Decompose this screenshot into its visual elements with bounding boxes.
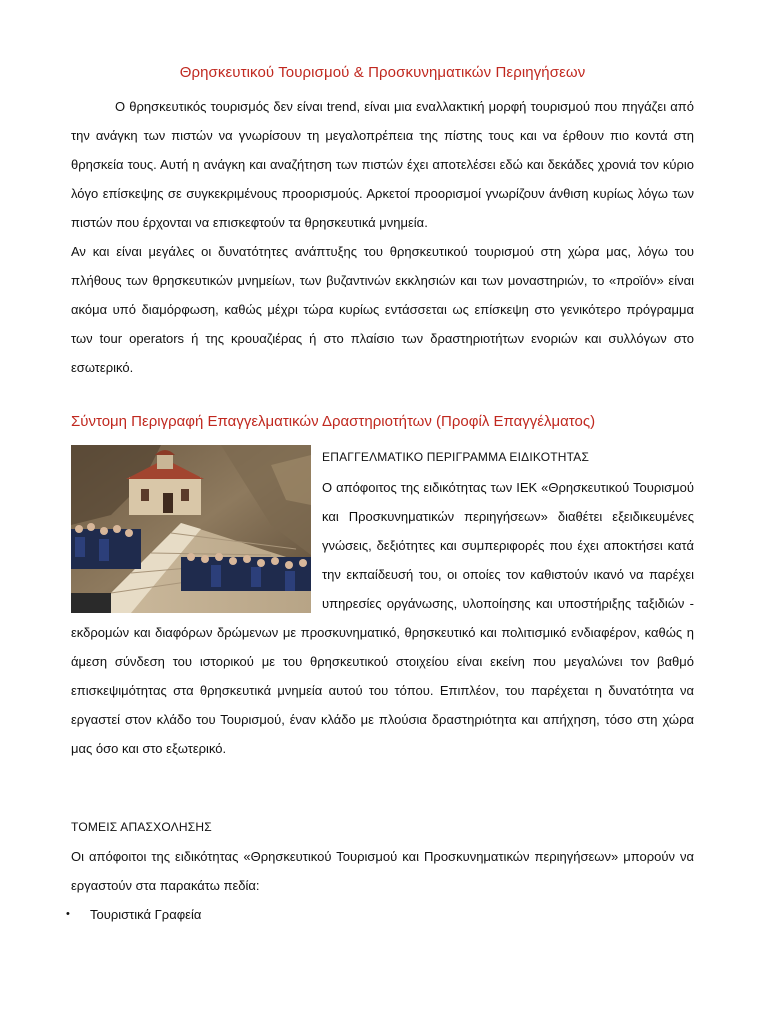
list-item	[66, 900, 201, 929]
list-item-label: Τουριστικά Γραφεία	[90, 907, 202, 922]
intro-paragraph-2: Αν και είναι μεγάλες οι δυνατότητες ανάπτυξης του θρησκευτικού τουρισμού στη χώρα μας, λόγω του πλήθους των θρησκευτικών μνημείων, των βυζαντινών εκκλησιών και των μοναστηριών, το «προϊόν» είναι ακόμα υπό διαμόρφωση, καθώς μέχρι τώρα κυρίως εντάσσεται ως επίσκεψη στο γενικότερο πρόγραμμα των tour operators ή της κρουαζιέρας ή στο πλαίσιο των δραστηριοτήτων ενοριών και συλλόγων στο εσωτερικό.	[71, 244, 694, 375]
sectors-heading: ΤΟΜΕΙΣ ΑΠΑΣΧΟΛΗΣΗΣ	[71, 820, 212, 834]
intro-paragraphs	[71, 92, 694, 382]
profile-paragraph	[71, 473, 694, 763]
intro-paragraph-1: Ο θρησκευτικός τουρισμός δεν είναι trend, είναι μια εναλλακτική μορφή τουρισμού που πηγάζει από την ανάγκη των πιστών να γνωρίσουν τη μεγαλοπρέπεια της πίστης τους και να έρθουν πιο κοντά στη θρησκεία τους. Αυτή η ανάγκη και αναζήτηση των πιστών έχει αποτελέσει εδώ και δεκάδες χρονιά τον κύριο λόγο επίσκεψης σε συγκεκριμένους προορισμούς. Αρκετοί προορισμοί γνωρίζουν άνθιση κυρίως λόγω των πιστών που έρχονται να επισκεφτούν τα θρησκευτικά μνημεία.	[71, 99, 694, 230]
profile-text-a: Ο απόφοιτος της ειδικότητας των ΙΕΚ «Θρησκευτικού Τουρισμού και Προσκυνηματικών περιηγήσεων» διαθέτει εξειδικευμένες γνώσεις, δεξιότητες και συμπεριφορές που έχει αποκτήσει κατά την εκπαίδευσή του, οι οποίες τον καθιστούν ικανό να παρέχει υπηρεσίες οργάνωσης, υλοποίησης και υποστήριξης ταξιδιών - εκδρομών και διαφόρων δρώμενων με προσκυνηματικό, θρησκευτικό και πολιτισμικό ενδιαφέρον, καθώς η άμεση σύνδεση του ιστορικού με του θρησκευτικού στοιχείου είναι εκείνη που μεγαλώνει τον βαθμό επισκεψιμότητας στα θρησκευτικά μνημεία αυτού του τόπου.	[71, 480, 694, 698]
photo-wrap-spacer	[71, 473, 322, 618]
bullet-icon: •	[66, 908, 70, 920]
profile-heading: ΕΠΑΓΓΕΛΜΑΤΙΚΟ ΠΕΡΙΓΡΑΜΜΑ ΕΙΔΙΚΟΤΗΤΑΣ	[322, 450, 590, 464]
section-subtitle: Σύντομη Περιγραφή Επαγγελματικών Δραστηριοτήτων (Προφίλ Επαγγέλματος)	[71, 413, 596, 430]
profile-text-b: Επιπλέον, του παρέχεται η δυνατότητα να εργαστεί στον κλάδο του Τουρισμού, έναν κλάδο με πλούσια δραστηριότητα και απήχηση, τόσο στη χώρα μας όσο και στο εξωτερικό.	[71, 683, 694, 756]
document-title: Θρησκευτικού Τουρισμού & Προσκυνηματικών Περιηγήσεων	[179, 64, 586, 81]
sectors-paragraph: Οι απόφοιτοι της ειδικότητας «Θρησκευτικού Τουρισμού και Προσκυνηματικών περιηγήσεων» μπορούν να εργαστούν στα παρακάτω πεδία:	[71, 849, 694, 893]
